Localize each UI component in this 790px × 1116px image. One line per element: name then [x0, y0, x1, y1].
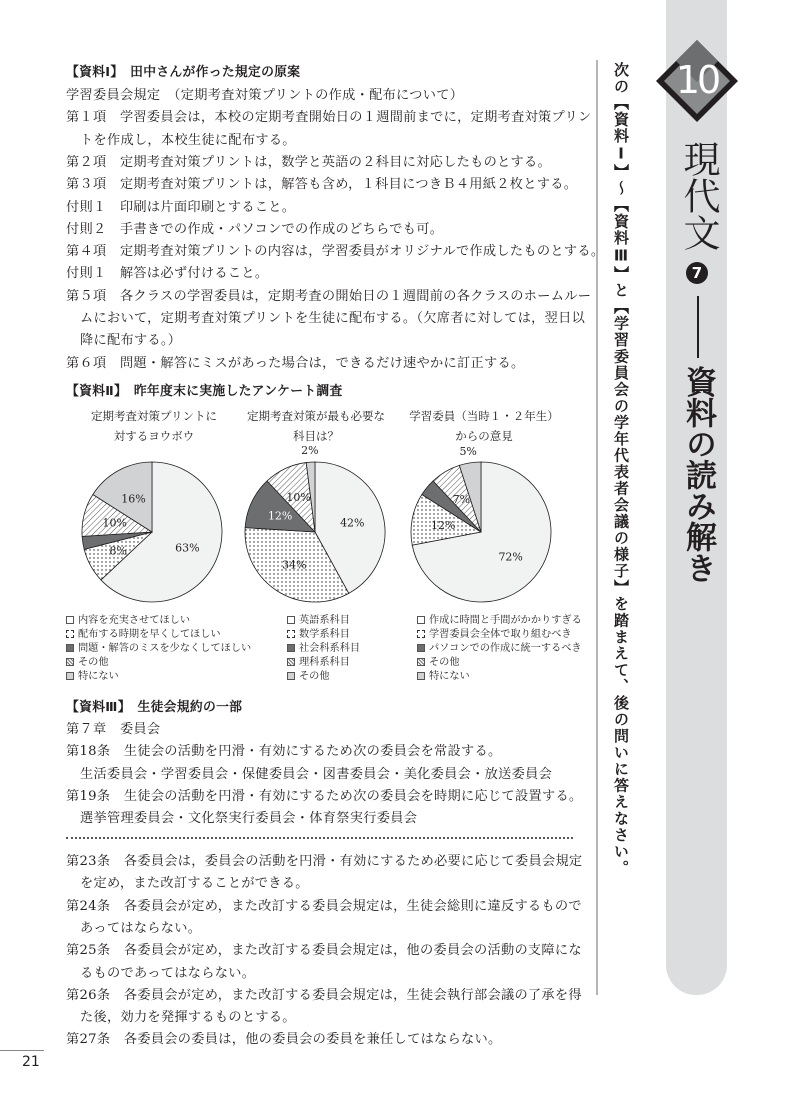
legend-label: 作成に時間と手間がかかりすぎる [429, 615, 582, 626]
material1-heading: 【資料Ⅰ】 田中さんが作った規定の原案 [66, 65, 301, 80]
legend-label: 理科系科目 [299, 657, 350, 668]
data-label: 4% [409, 473, 427, 487]
data-label: 63% [175, 541, 200, 555]
chart3-title-line: 学習委員（当時１・２年生） [409, 409, 559, 423]
text-line: 生活委員会・学習委員会・保健委員会・図書委員会・美化委員会・放送委員会 [80, 766, 553, 782]
legend-swatch [287, 658, 295, 666]
text-line: 付則２ 手書きでの作成・パソコンでの作成のどちらでも可。 [66, 221, 444, 237]
legend-label: その他 [299, 671, 330, 682]
text-line: 選挙管理委員会・文化祭実行委員会・体育祭実行委員会 [80, 811, 418, 827]
text-line: 第27条 各委員会の委員は，他の委員会の委員を兼任してはならない。 [66, 1032, 502, 1048]
data-label: 12% [430, 518, 456, 532]
legend-label: 特にない [429, 671, 470, 682]
data-label: 10% [102, 516, 127, 530]
legend-swatch [417, 630, 425, 638]
pie-charts [0, 440, 600, 610]
legend-swatch [66, 644, 74, 652]
legend-label: 数学系科目 [299, 629, 350, 640]
legend-label: 特にない [78, 671, 119, 682]
legend-item [287, 614, 350, 628]
text-line: 第19条 生徒会の活動を円滑・有効にするため次の委員会を時期に応じて設置する。 [66, 788, 583, 804]
text-line: ムにおいて，定期考査対策プリントを生徒に配布する。（欠席者に対しては，翌日以 [80, 311, 586, 326]
legend-label: 配布する時期を早くしてほしい [78, 629, 221, 640]
legend-item [287, 670, 330, 684]
legend-swatch [66, 658, 74, 666]
legend-label: その他 [78, 657, 109, 668]
text-line: 第18条 生徒会の活動を円滑・有効にするため次の委員会を常設する。 [66, 744, 502, 760]
text-line: 第25条 各委員会が定め，また改訂する委員会規定は，他の委員会の活動の支障にな [66, 943, 582, 959]
data-label: 5% [459, 445, 477, 459]
text-line: 第６項 問題・解答にミスがあった場合は，できるだけ速やかに訂正する。 [66, 355, 525, 371]
page-number-rule [0, 1050, 44, 1051]
text-line: 第24条 各委員会が定め，また改訂する委員会規定は，生徒会総則に違反するもので [66, 898, 582, 914]
legend-swatch [287, 630, 295, 638]
chart1-title-line: 対するヨウボウ [113, 429, 195, 443]
legend-item [417, 628, 572, 642]
legend-item [66, 656, 109, 670]
text-line: た後，効力を発揮するものとする。 [80, 1010, 296, 1026]
material3-heading: 【資料Ⅲ】 生徒会規約の一部 [66, 700, 243, 715]
text-line: 第４項 定期考査対策プリントの内容は，学習委員がオリジナルで作成したものとする。 [66, 244, 605, 260]
legend-label: パソコンでの作成に統一するべき [429, 643, 582, 654]
legend-swatch [417, 616, 425, 624]
text-line: 第26条 各委員会が定め，また改訂する委員会規定は，生徒会執行部会議の了承を得 [66, 987, 582, 1003]
text-line: 第１項 学習委員会は，本校の定期考査開始日の１週間前までに，定期考査対策プリン [66, 110, 592, 126]
legend-item [417, 670, 470, 684]
data-label: 12% [267, 509, 293, 523]
unit-number: 10 [675, 58, 719, 102]
legend-item [287, 656, 350, 670]
data-label: 16% [121, 492, 146, 506]
legend-swatch [287, 616, 295, 624]
data-label: 7% [452, 492, 471, 506]
chart2-title-line: 定期考査対策が最も必要な [247, 409, 385, 423]
legend-item [287, 642, 360, 656]
chart3-title-line: からの意見 [455, 429, 513, 443]
text-line: 降に配布する。） [80, 333, 182, 349]
legend-swatch [417, 644, 425, 652]
legend-swatch [417, 658, 425, 666]
data-label: 10% [286, 491, 311, 505]
text-line: 第３項 定期考査対策プリントは，解答も含め，１科目につきＢ４用紙２枚とする。 [66, 177, 578, 193]
text-line: 第７章 委員会 [66, 722, 161, 737]
legend-item [66, 628, 221, 642]
legend-swatch [287, 672, 295, 680]
instruction: 次の【資料Ⅰ】〜【資料Ⅲ】と【学習委員会の学年代表者会議の様子】を踏まえて、後の問いに答えなさい。 [612, 62, 630, 877]
text-line: 付則１ 解答は必ず付けること。 [66, 266, 269, 282]
legend-item [287, 628, 350, 642]
material2-heading: 【資料Ⅱ】 昨年度末に実施したアンケート調査 [66, 384, 343, 399]
chart2-title-line: 科目は？ [293, 429, 339, 443]
chart1-title-line: 定期考査対策プリントに [90, 409, 218, 423]
legend-label: 内容を充実させてほしい [78, 615, 191, 626]
legend-item [417, 656, 460, 670]
title-dash [697, 296, 699, 358]
data-label: 72% [498, 550, 523, 564]
text-line: 第５項 各クラスの学習委員は，定期考査の開始日の１週間前の各クラスのホームルー [66, 288, 592, 304]
legend-swatch [66, 630, 74, 638]
text-line: トを作成し，本校生徒に配布する。 [80, 132, 296, 148]
legend-swatch [66, 672, 74, 680]
text-line: 学習委員会規定 （定期考査対策プリントの作成・配布について） [66, 88, 464, 103]
data-label: 3% [62, 538, 80, 552]
data-label: 34% [282, 558, 307, 572]
legend-item [417, 642, 582, 656]
dotted-separator [66, 837, 573, 839]
data-label: 2% [301, 444, 319, 458]
text-line: を定め，また改訂することができる。 [80, 876, 309, 892]
lesson-number: 7 [686, 262, 708, 284]
data-label: 8% [109, 544, 127, 558]
data-label: 42% [340, 516, 365, 530]
legend-label: 問題・解答のミスを少なくしてほしい [78, 643, 252, 654]
legend-item [417, 614, 582, 628]
legend-item [66, 642, 251, 656]
legend-label: 社会科系科目 [299, 643, 361, 654]
legend-label: 学習委員会全体で取り組むべき [429, 629, 572, 640]
text-line: 第２項 定期考査対策プリントは，数学と英語の２科目に対応したものとする。 [66, 154, 552, 170]
text-line: あってはならない。 [80, 920, 202, 936]
legend-swatch [287, 644, 295, 652]
subject-title: 現代文 [677, 140, 720, 251]
legend-label: 英語系科目 [299, 615, 350, 626]
legend-label: その他 [429, 657, 460, 668]
text-line: 第23条 各委員会は，委員会の活動を円滑・有効にするため必要に応じて委員会規定 [66, 854, 583, 869]
legend-swatch [417, 672, 425, 680]
text-line: 付則１ 印刷は片面印刷とすること。 [66, 199, 296, 215]
text-line: るものであってはならない。 [80, 965, 256, 981]
lesson-title: 資料の読み解き [680, 366, 716, 583]
legend-item [66, 670, 119, 684]
legend-item [66, 614, 190, 628]
legend-swatch [66, 616, 74, 624]
page-number: 21 [22, 1054, 40, 1070]
